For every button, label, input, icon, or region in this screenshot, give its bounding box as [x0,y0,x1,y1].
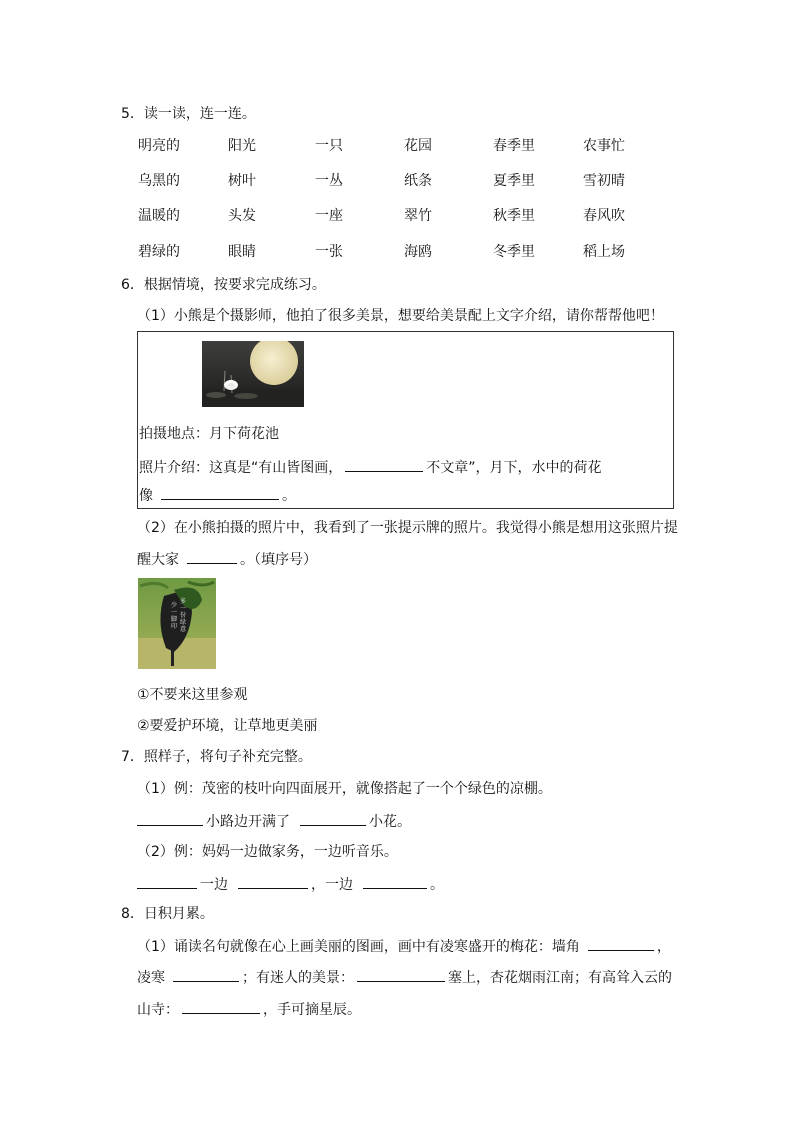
q6-title: 6．根据情境，按要求完成练习。 [121,277,326,293]
q5-cell: 碧绿的 [138,244,180,260]
q5-cell: 头发 [228,208,256,224]
answer-blank[interactable] [137,874,197,889]
lotus-moon-photo [202,341,304,407]
q5-title: 5．读一读，连一连。 [121,106,256,122]
answer-blank[interactable] [588,936,654,951]
q8-title: 8．日积月累。 [121,906,214,922]
q8-text: 山寺： [137,1002,179,1018]
q7-text: 。 [430,877,444,893]
q7-text: 小花。 [369,814,411,830]
photo-intro-line2 [139,485,296,505]
q6-text: 。（填序号） [240,552,317,568]
q8-line1 [137,936,671,956]
q5-cell: 夏季里 [493,173,535,189]
q7-title: 7．照样子，将句子补充完整。 [121,749,312,765]
intro-text: 照片介绍：这真是“有山皆图画， [139,460,343,476]
q5-cell: 冬季里 [493,244,535,260]
q5-cell: 春风吹 [583,208,625,224]
q8-line3 [137,999,361,1019]
q8-text: （1）诵读名句就像在心上画美丽的图画，画中有凌寒盛开的梅花：墙角 [137,939,580,955]
q6-part1: （1）小熊是个摄影师，他拍了很多美景，想要给美景配上文字介绍，请你帮帮他吧！ [137,308,664,324]
photo-intro-line1 [139,457,602,477]
q7-example2: （2）例：妈妈一边做家务，一边听音乐。 [137,844,398,860]
q7-answer2 [137,874,444,894]
q6-part2-line2 [137,549,317,569]
q5-cell: 春季里 [493,138,535,154]
q5-cell: 纸条 [404,173,432,189]
q7-text: 小路边开满了 [206,814,290,830]
shooting-location: 拍摄地点：月下荷花池 [139,426,279,442]
intro-text: 。 [282,488,296,504]
q5-cell: 农事忙 [583,138,625,154]
answer-blank[interactable] [345,457,423,472]
q5-cell: 树叶 [228,173,256,189]
answer-blank[interactable] [173,967,239,982]
photo-card [137,331,674,509]
sign-text-col1: 少一脚印 [171,602,178,630]
option-1: ①不要来这里参观 [137,687,248,703]
option-2: ②要爱护环境，让草地更美丽 [137,718,318,734]
q5-cell: 花园 [404,138,432,154]
answer-blank[interactable] [137,811,203,826]
q5-cell: 一座 [315,208,343,224]
q7-text: 一边 [200,877,228,893]
q5-cell: 一张 [315,244,343,260]
q5-cell: 海鸥 [404,244,432,260]
q5-cell: 温暖的 [138,208,180,224]
sign-text-col2: 多一份绿意 [180,598,187,633]
q5-cell: 一丛 [315,173,343,189]
q5-cell: 一只 [315,138,343,154]
q5-cell: 眼睛 [228,244,256,260]
q7-text: ，一边 [311,877,353,893]
answer-blank[interactable] [357,967,445,982]
q5-cell: 翠竹 [404,208,432,224]
answer-blank[interactable] [161,485,279,500]
answer-blank[interactable] [238,874,308,889]
q7-answer1 [137,811,411,831]
answer-blank[interactable] [182,999,260,1014]
q8-text: ；有迷人的美景： [242,970,354,986]
q5-cell: 阳光 [228,138,256,154]
q8-line2 [137,967,672,987]
q5-cell: 雪初晴 [583,173,625,189]
q5-cell: 明亮的 [138,138,180,154]
q5-cell: 乌黑的 [138,173,180,189]
reminder-sign-photo [138,578,216,669]
q8-text: 凌寒 [137,970,165,986]
q8-text: ， [656,939,671,955]
q6-part2-line1: （2）在小熊拍摄的照片中，我看到了一张提示牌的照片。我觉得小熊是想用这张照片提 [137,520,678,536]
answer-blank[interactable] [187,549,237,564]
q5-cell: 秋季里 [493,208,535,224]
q7-example1: （1）例：茂密的枝叶向四面展开，就像搭起了一个个绿色的凉棚。 [137,781,552,797]
intro-text: 像 [139,488,153,504]
q8-text: ，手可摘星辰。 [263,1002,361,1018]
q8-text: 塞上，杏花烟雨江南；有高耸入云的 [448,970,672,986]
intro-text: 不文章”，月下，水中的荷花 [426,460,602,476]
q5-cell: 稻上场 [583,244,625,260]
q6-text: 醒大家 [137,552,179,568]
answer-blank[interactable] [300,811,366,826]
answer-blank[interactable] [363,874,427,889]
